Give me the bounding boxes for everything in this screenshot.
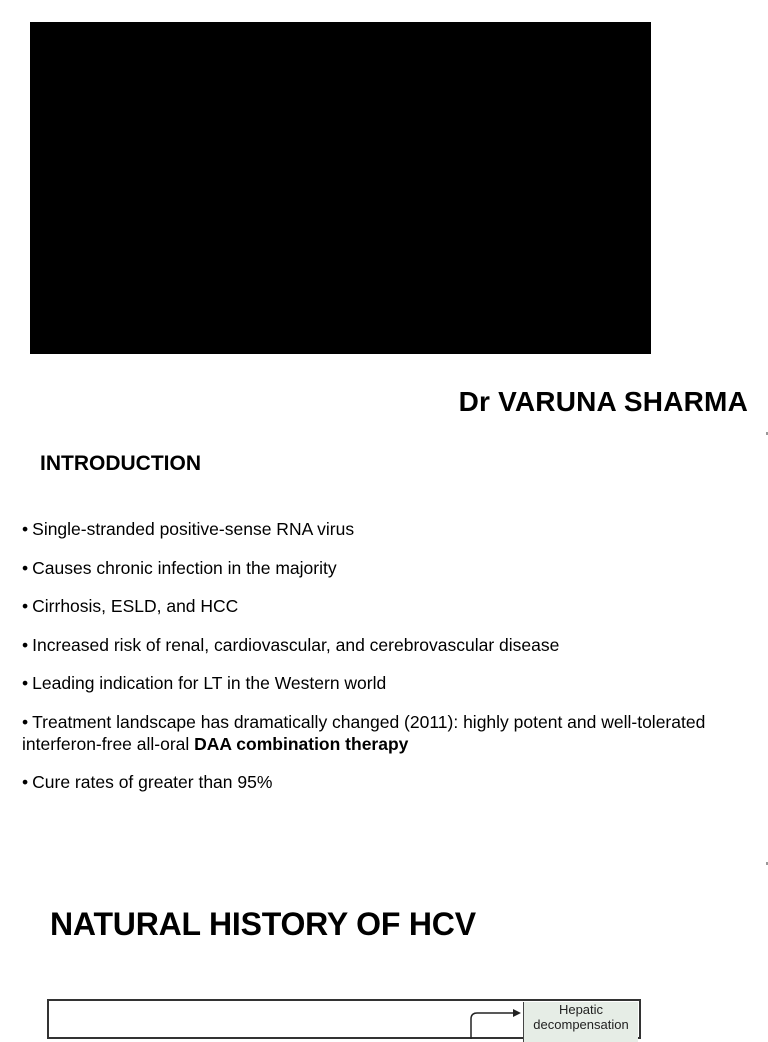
section-title-natural-history: NATURAL HISTORY OF HCV [50,906,476,942]
bullet-text: Cirrhosis, ESLD, and HCC [32,596,239,616]
bullet-item [22,672,722,694]
natural-history-diagram [47,999,641,1039]
bullet-item [22,711,722,755]
bullet-text: Cure rates of greater than 95% [32,772,273,792]
bullet-glyph: • [22,711,29,732]
introduction-bullet-list [22,518,722,810]
diagram-box-hepatic-decompensation: Hepatic decompensation [523,1002,638,1042]
video-frame[interactable] [30,22,651,354]
bullet-text: Single-stranded positive-sense RNA virus [32,519,355,539]
arrow-icon [469,1009,525,1039]
bullet-text: Causes chronic infection in the majority [32,557,337,578]
bullet-glyph: • [22,634,29,655]
bullet-bold-text: DAA combination therapy [194,733,409,754]
author-name: Dr VARUNA SHARMA [458,386,748,417]
bullet-glyph: • [22,772,29,792]
bullet-item [22,634,722,656]
bullet-glyph: • [22,673,29,693]
bullet-item [22,518,722,540]
bullet-item [22,595,722,617]
bullet-glyph: • [22,596,29,616]
bullet-item [22,557,722,579]
bullet-text: Leading indication for LT in the Western world [32,673,387,693]
bullet-glyph: • [22,557,29,578]
section-title-introduction: INTRODUCTION [40,452,201,475]
bullet-item [22,771,722,793]
bullet-text: Treatment landscape has dramatically changed (2011): highly potent and well-tolerated interferon-free all-oral [22,711,706,754]
bullet-text: Increased risk of renal, cardiovascular, and cerebrovascular disease [32,634,560,655]
bullet-glyph: • [22,519,29,539]
